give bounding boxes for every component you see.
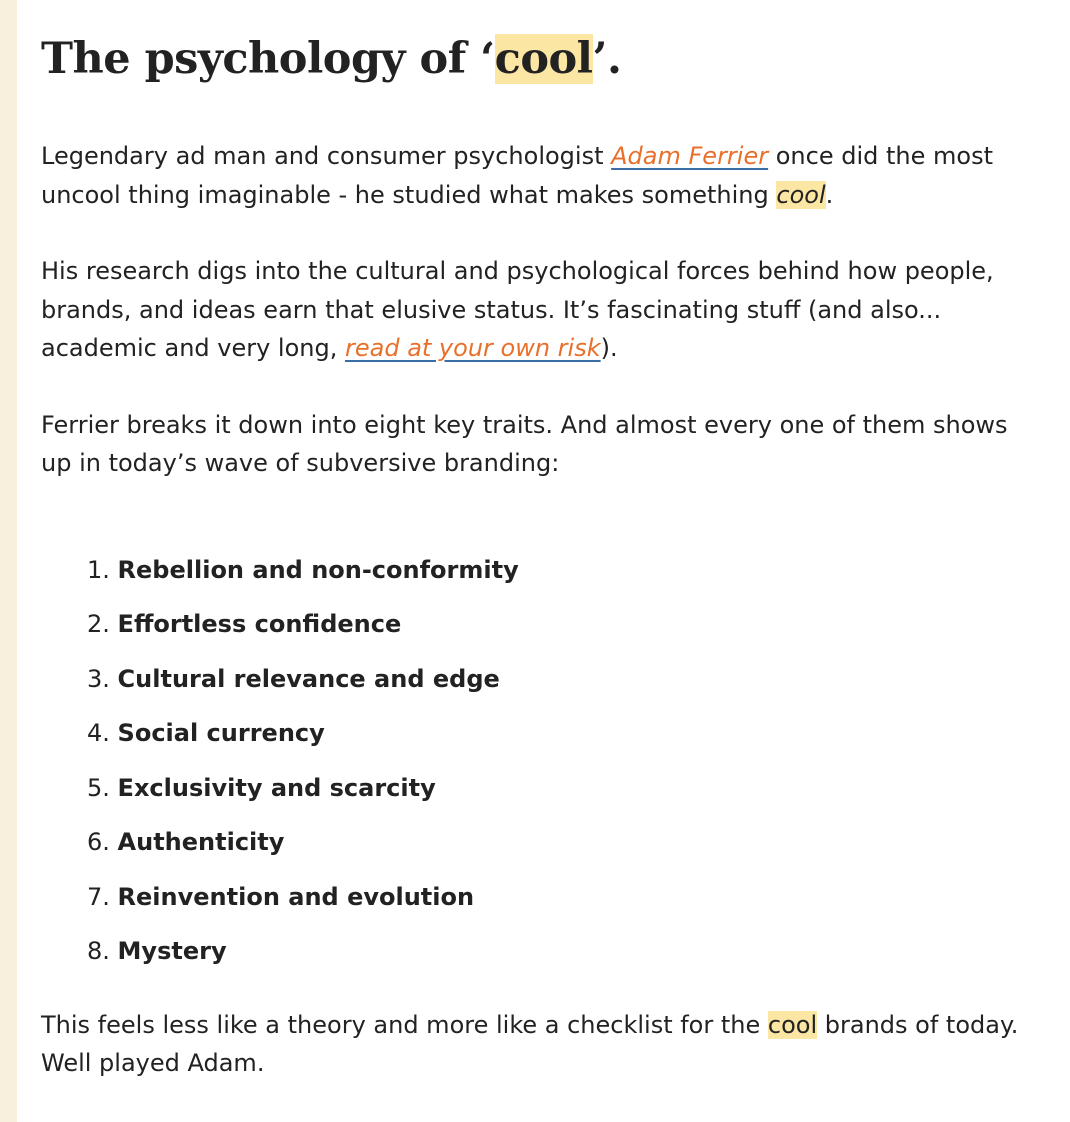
adam-ferrier-link[interactable]: Adam Ferrier	[611, 142, 769, 170]
list-item: 2. Effortless confidence	[87, 610, 402, 638]
left-accent-bar	[0, 0, 17, 1122]
article-body	[41, 0, 1041, 1083]
list-item: 4. Social currency	[87, 719, 325, 747]
read-at-own-risk-link[interactable]: read at your own risk	[344, 334, 601, 362]
list-item: 7. Reinvention and evolution	[87, 882, 475, 911]
cool-highlight-conclusion: cool	[767, 1010, 818, 1039]
title-highlight: cool	[494, 34, 593, 84]
list-item: 6. Authenticity	[87, 828, 285, 856]
paragraph-conclusion: This feels less like a theory and more like a checklist for the cool brands of today. Well played Adam.	[41, 1010, 1019, 1077]
title-text-end: ’.	[592, 34, 622, 84]
article-title	[41, 27, 1041, 91]
traits-list	[41, 551, 1041, 987]
list-item: 1. Rebellion and non-conformity	[87, 555, 519, 584]
paragraph-traits-intro: Ferrier breaks it down into eight key traits. And almost every one of them shows up in today’s wave of subversive branding:	[41, 410, 1008, 477]
title-text-start: The psychology of ‘	[41, 34, 495, 84]
list-item: 8. Mystery	[87, 937, 227, 965]
paragraph-research: His research digs into the cultural and psychological forces behind how people, brands, and ideas earn that elusive status. It’s fascinating stuff (and also... academic and very long, read at your own risk).	[41, 257, 994, 362]
list-item: 3. Cultural relevance and edge	[87, 664, 500, 693]
cool-highlight: cool	[776, 180, 826, 209]
paragraph-intro: Legendary ad man and consumer psychologist Adam Ferrier once did the most uncool thing imaginable - he studied what makes something cool.	[41, 142, 993, 209]
list-item: 5. Exclusivity and scarcity	[87, 773, 436, 802]
